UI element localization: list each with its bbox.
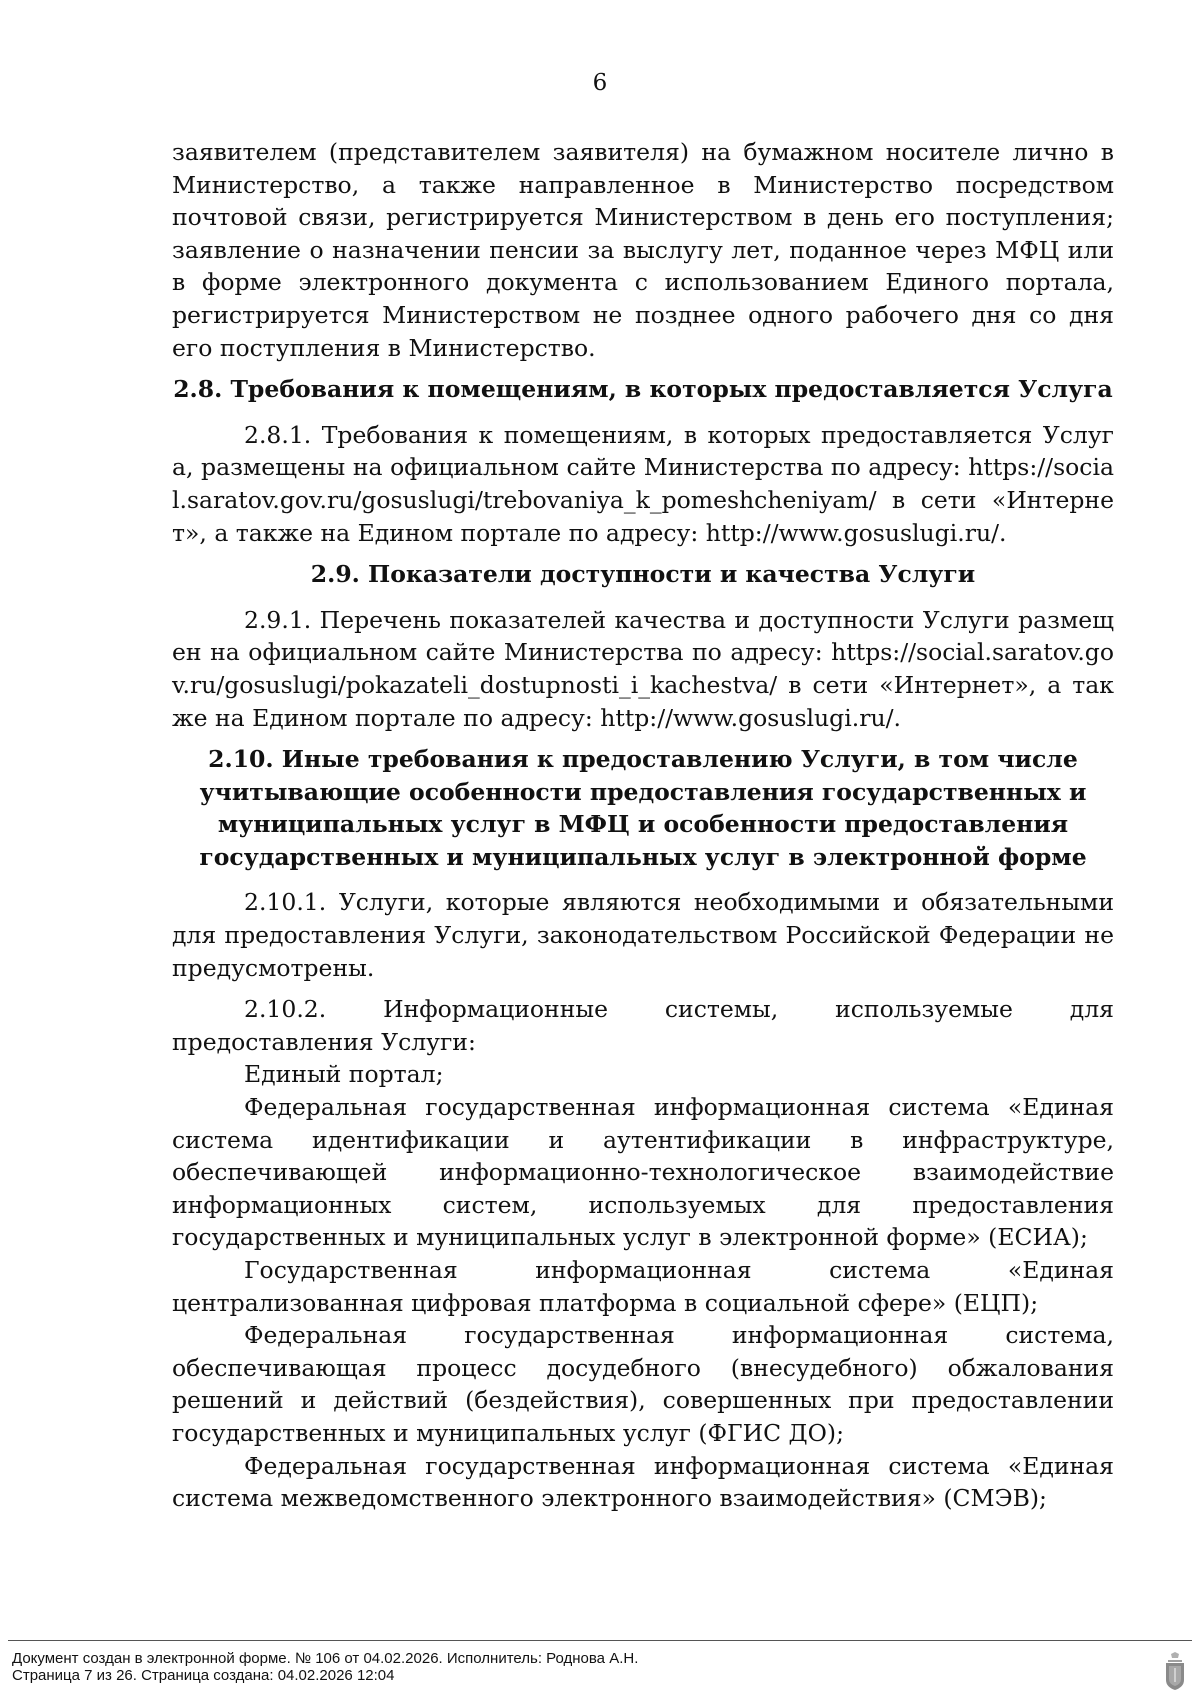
heading-2-10-line: муниципальных услуг в МФЦ и особенности предоставления [217,810,1069,839]
heading-2-10-line: 2.10. Иные требования к предоставлению Услуги, в том числе [208,745,1078,774]
footer-divider [8,1640,1192,1641]
system-item: Федеральная государственная информационная система, обеспечивающая процесс досудебного (внесудебного) обжалования решений и действий (бездействия), совершенных при предоставлении государственных и муниципальных услуг (ФГИС ДО); [172,1321,1114,1447]
page-number: 6 [592,70,608,96]
paragraph-2-8-1: 2.8.1. Требования к помещениям, в которых предоставляется Услуга, размещены на официальном сайте Министерства по адресу: https://social.saratov.gov.ru/gosuslugi/trebovaniya_k_pomeshcheniyam/ в сети «Интернет», а также на Едином портале по адресу: http://www.gosuslugi.ru/. [172,420,1114,547]
heading-2-9: 2.9. Показатели доступности и качества Услуги [310,560,976,589]
document-body [172,136,1114,1515]
system-item: Федеральная государственная информационная система «Единая система идентификации и аутентификации в инфраструктуре, обеспечивающей информационно-технологическое взаимодействие информационных систем, используемых для предоставления государственных и муниципальных услуг в электронной форме» (ЕСИА); [172,1093,1114,1252]
system-item: Единый портал; [244,1060,444,1089]
system-item: Государственная информационная система «Единая централизованная цифровая платформа в социальной сфере» (ЕЦП); [172,1256,1114,1317]
coat-of-arms-icon [1164,1652,1186,1690]
footer-text [12,1650,638,1684]
document-footer [0,1640,1200,1698]
heading-2-8: 2.8. Требования к помещениям, в которых предоставляется Услуга [173,375,1113,404]
paragraph-2-9-1: 2.9.1. Перечень показателей качества и доступности Услуги размещен на официальном сайте Министерства по адресу: https://social.saratov.gov.ru/gosuslugi/pokazateli_dostupnosti_i_kachestva/ в сети «Интернет», а также на Едином портале по адресу: http://www.gosuslugi.ru/. [172,605,1114,732]
heading-2-10-line: учитывающие особенности предоставления государственных и [199,777,1087,806]
paragraph-2-10-2: 2.10.2. Информационные системы, используемые для предоставления Услуги: [172,995,1114,1056]
footer-line-2: Страница 7 из 26. Страница создана: 04.02.2026 12:04 [12,1667,395,1684]
system-item: Федеральная государственная информационная система «Единая система межведомственного электронного взаимодействия» (СМЭВ); [172,1451,1114,1513]
paragraph-2-10-1: 2.10.1. Услуги, которые являются необходимыми и обязательными для предоставления Услуги, законодательством Российской Федерации не предусмотрены. [172,888,1114,982]
footer-line-1: Документ создан в электронной форме. № 106 от 04.02.2026. Исполнитель: Роднова А.Н. [12,1650,639,1667]
heading-2-10 [172,743,1114,873]
heading-2-10-line: государственных и муниципальных услуг в электронной форме [199,842,1087,871]
paragraph-intro: заявителем (представителем заявителя) на бумажном носителе лично в Министерство, а также направленное в Министерство посредством почтовой связи, регистрируется Министерством в день его поступления; заявление о назначении пенсии за выслугу лет, поданное через МФЦ или в форме электронного документа с использованием Единого портала, регистрируется Министерством не позднее одного рабочего дня со дня его поступления в Министерство. [172,138,1114,362]
